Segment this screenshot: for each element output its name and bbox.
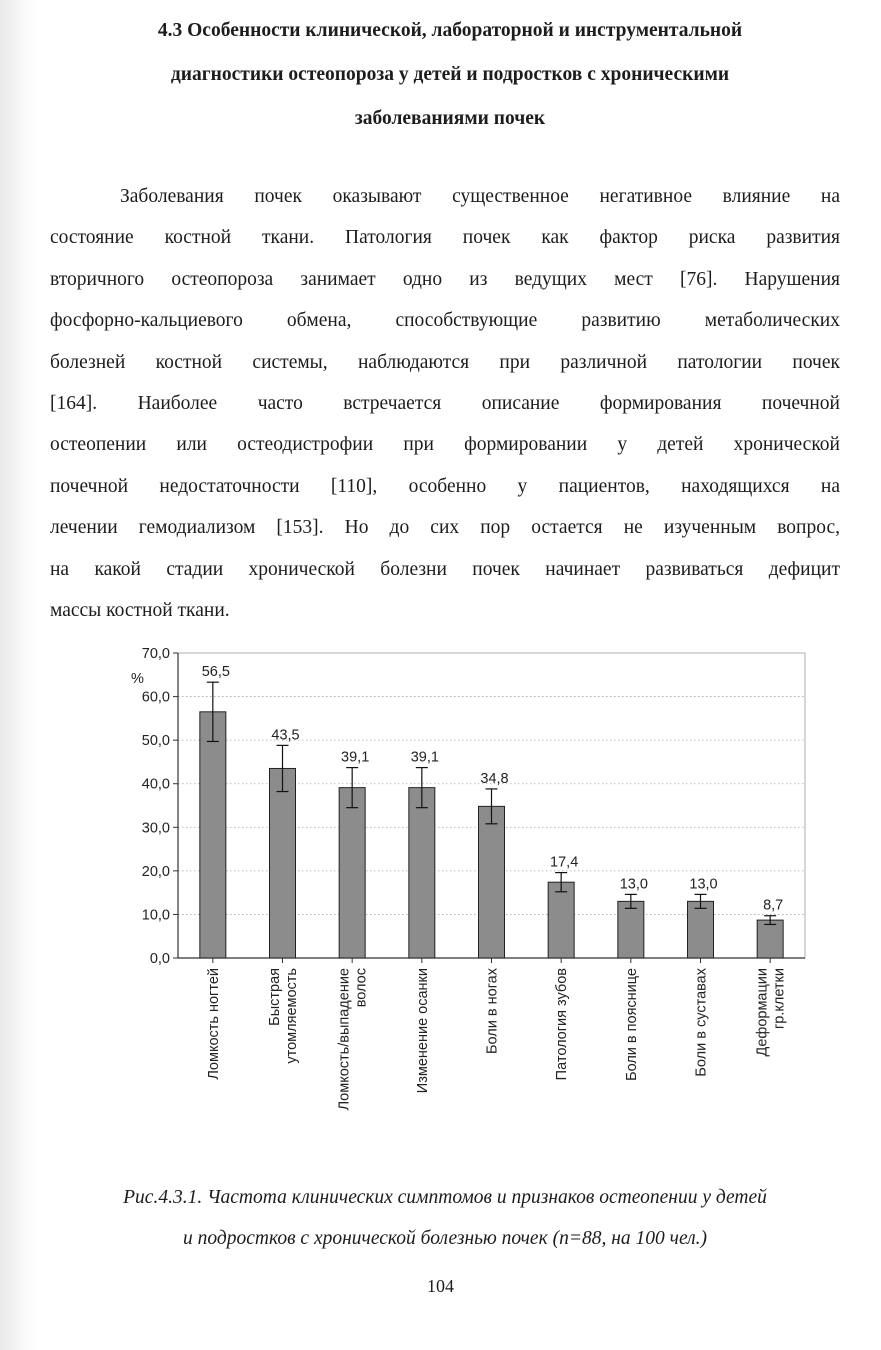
bar: [688, 901, 714, 958]
y-tick-label: 0,0: [149, 951, 170, 967]
paragraph-line: на какой стадии хронической болезни почек начинает развиваться дефицит: [50, 558, 840, 580]
figure-caption-line: и подростков с хронической болезнью почек (n=88, на 100 чел.): [182, 1228, 707, 1249]
y-tick-label: 50,0: [141, 733, 170, 750]
y-tick-label: 10,0: [141, 907, 170, 924]
y-tick-label: 60,0: [141, 689, 170, 706]
x-category-label: Деформации: [754, 968, 771, 1057]
y-tick-label: 30,0: [141, 820, 170, 837]
paragraph-line: почечной недостаточности [110], особенно у пациентов, находящихся на: [50, 475, 840, 497]
data-label: 56,5: [201, 664, 230, 681]
bar-chart: [100, 640, 820, 1140]
x-category-label: Патология зубов: [554, 968, 571, 1081]
x-category-label: Быстрая: [267, 968, 283, 1026]
bar-chart-svg: [100, 640, 820, 1140]
data-label: 39,1: [410, 749, 439, 766]
section-title-line: 4.3 Особенности клинической, лабораторной и инструментальной: [157, 20, 743, 41]
page-number: 104: [427, 1276, 454, 1296]
bar: [479, 806, 505, 958]
paragraph-line: фосфорно-кальциевого обмена, способствующие развитию метаболических: [50, 310, 840, 332]
paragraph-line: Заболевания почек оказывают существенное негативное влияние на: [120, 186, 840, 207]
y-tick-label: 40,0: [141, 776, 170, 793]
data-label: 34,8: [480, 770, 509, 787]
section-title: [60, 9, 840, 141]
body-paragraph: [50, 176, 840, 631]
y-axis-unit: %: [131, 671, 144, 687]
x-category-label: Ломкость/выпадение: [336, 968, 353, 1111]
x-category-label: Ломкость ногтей: [205, 968, 222, 1080]
x-category-label: волос: [353, 968, 370, 1008]
data-label: 43,5: [271, 727, 300, 744]
paragraph-line: лечении гемодиализом [153]. Но до сих пор остается не изученным вопрос,: [50, 517, 840, 539]
y-tick-label: 20,0: [141, 863, 170, 880]
paragraph-line: массы костной ткани.: [50, 600, 230, 622]
bar: [200, 712, 226, 958]
section-title-line: заболеваниями почек: [354, 108, 546, 129]
data-label: 39,1: [341, 749, 370, 766]
paragraph-line: состояние костной ткани. Патология почек как фактор риска развития: [50, 227, 840, 249]
bar: [548, 882, 574, 958]
bar: [757, 920, 783, 958]
data-label: 13,0: [619, 876, 648, 893]
page-edge-shadow: [0, 0, 38, 1350]
bar: [618, 901, 644, 958]
bar: [339, 788, 365, 958]
data-label: 17,4: [550, 854, 579, 871]
paragraph-line: вторичного остеопороза занимает одно из ведущих мест [76]. Нарушения: [50, 268, 840, 290]
figure-caption: [45, 1177, 845, 1259]
data-label: 13,0: [689, 876, 718, 893]
x-category-label: утомляемость: [284, 968, 300, 1064]
paragraph-line: [164]. Наиболее часто встречается описание формирования почечной: [50, 393, 840, 415]
bar: [409, 788, 435, 958]
x-category-label: гр.клетки: [771, 968, 788, 1030]
x-category-label: Боли в пояснице: [623, 968, 640, 1081]
figure-caption-line: Рис.4.3.1. Частота клинических симптомов и признаков остеопении у детей: [123, 1187, 767, 1208]
x-category-label: Боли в суставах: [693, 968, 710, 1077]
data-label: 8,7: [763, 897, 784, 914]
paragraph-line: остеопении или остеодистрофии при формировании у детей хронической: [50, 434, 840, 456]
x-category-label: Боли в ногах: [484, 968, 501, 1054]
y-tick-label: 70,0: [141, 646, 170, 662]
bar: [270, 768, 296, 958]
paragraph-line: болезней костной системы, наблюдаются при различной патологии почек: [50, 351, 840, 373]
x-category-label: Изменение осанки: [414, 968, 431, 1094]
section-title-line: диагностики остеопороза у детей и подростков с хроническими: [170, 64, 730, 85]
